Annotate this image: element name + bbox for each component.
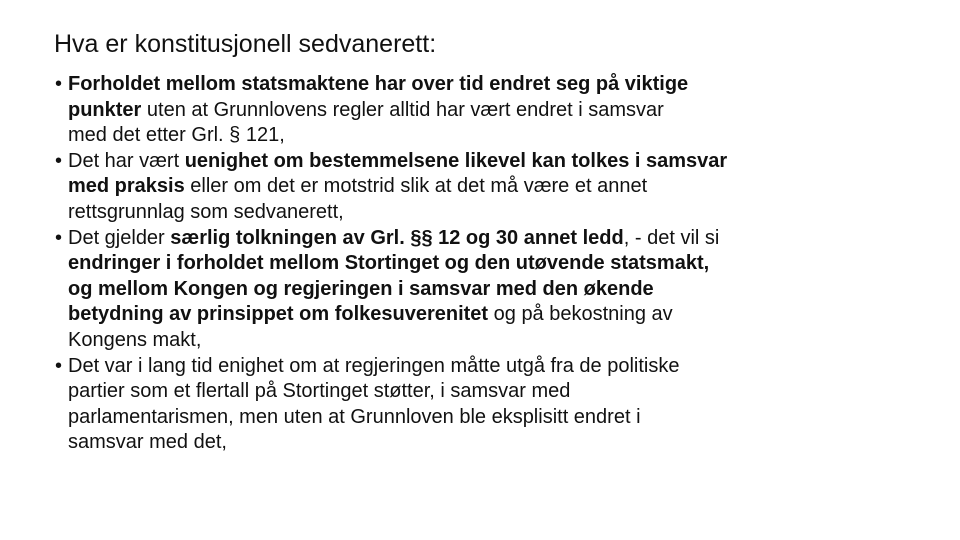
- text-segment: og på bekostning av: [488, 303, 673, 326]
- text-segment: Kongens makt,: [68, 328, 202, 351]
- text-segment: Det har vært: [68, 149, 185, 172]
- bold-text-segment: Forholdet mellom statsmaktene har over tid endret seg på viktige: [68, 73, 689, 95]
- bullet-marker: •: [55, 149, 63, 172]
- bold-text-segment: punkter: [68, 98, 142, 121]
- bullet-marker: •: [55, 73, 63, 95]
- bullet-line: [68, 251, 900, 277]
- text-segment: partier som et flertall på Stortinget støtter, i samsvar med: [68, 380, 571, 403]
- bullet-line: [68, 277, 900, 303]
- bullet-line: [68, 354, 900, 380]
- bullet-line: [68, 430, 900, 456]
- text-segment: , - det vil si: [623, 226, 720, 249]
- slide-title: Hva er konstitusjonell sedvanerett:: [54, 30, 437, 58]
- bullet-line: [68, 174, 900, 200]
- bullet-line: [68, 379, 900, 405]
- text-segment: parlamentarismen, men uten at Grunnloven ble eksplisitt endret i: [68, 405, 641, 428]
- bullet-line: [68, 123, 900, 149]
- text-segment: samsvar med det,: [68, 431, 227, 454]
- bullet-line: [68, 226, 900, 252]
- bullet-line: [68, 72, 900, 98]
- bold-text-segment: og mellom Kongen og regjeringen i samsvar med den økende: [68, 277, 654, 300]
- bullet-marker: •: [55, 226, 63, 249]
- bold-text-segment: uenighet om bestemmelsene likevel kan tolkes i samsvar: [184, 149, 728, 172]
- bullet-item: [40, 72, 900, 149]
- text-segment: med det etter Grl. § 121,: [68, 124, 285, 147]
- text-segment: rettsgrunnlag som sedvanerett,: [68, 200, 344, 223]
- text-segment: uten at Grunnlovens regler alltid har vært endret i samsvar: [141, 98, 664, 121]
- bullet-line: [68, 328, 900, 354]
- bullet-list: [40, 72, 900, 456]
- bullet-line: [68, 200, 900, 226]
- bold-text-segment: betydning av prinsippet om folkesuverenitet: [68, 303, 489, 326]
- bold-text-segment: særlig tolkningen av Grl. §§ 12 og 30 annet ledd: [170, 226, 624, 249]
- bullet-line: [68, 98, 900, 124]
- bullet-marker: •: [55, 354, 63, 377]
- bullet-item: [40, 149, 900, 226]
- bullet-line: [68, 405, 900, 431]
- bullet-line: [68, 149, 900, 175]
- bullet-item: [40, 354, 900, 456]
- bullet-line: [68, 302, 900, 328]
- bullet-item: [40, 226, 900, 354]
- bold-text-segment: med praksis: [68, 175, 185, 198]
- text-segment: Det gjelder: [68, 226, 171, 249]
- text-segment: eller om det er motstrid slik at det må være et annet: [184, 175, 648, 198]
- bold-text-segment: endringer i forholdet mellom Stortinget og den utøvende statsmakt,: [68, 252, 710, 275]
- text-segment: Det var i lang tid enighet om at regjeringen måtte utgå fra de politiske: [68, 354, 680, 377]
